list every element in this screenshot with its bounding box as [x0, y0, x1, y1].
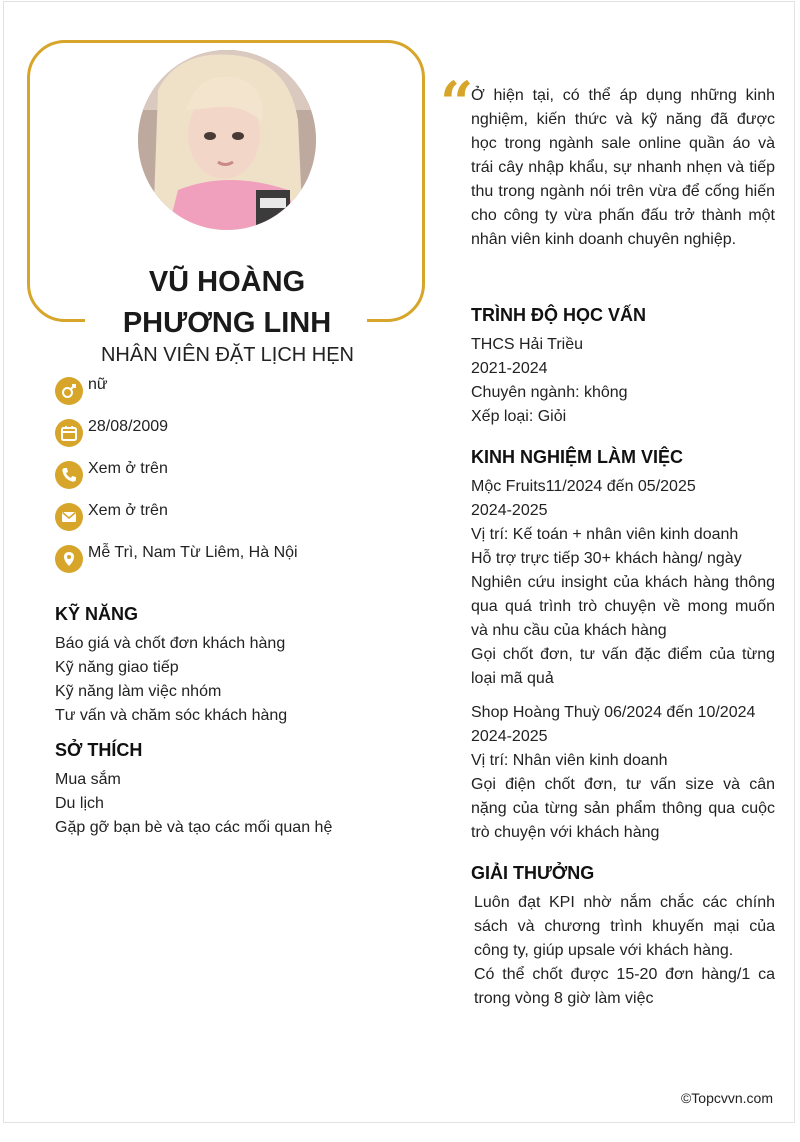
location-icon	[55, 545, 83, 573]
job-1-desc-2: Gọi chốt đơn, tư vấn đặc điểm của từng loại mã quả	[471, 646, 775, 687]
job-years: 2024-2025	[471, 728, 548, 745]
education-details	[471, 333, 628, 429]
email-value[interactable]: Xem ở trên	[88, 502, 168, 519]
quote-icon: “	[440, 69, 474, 137]
job-header: Mộc Fruits11/2024 đến 05/2025	[471, 478, 696, 495]
job-2	[471, 701, 775, 773]
candidate-name	[87, 262, 367, 344]
contact-birthday	[55, 418, 168, 448]
career-objective: Ở hiện tại, có thể áp dụng những kinh nghiệm, kiến thức và kỹ năng đã được học trong ngành sale online quần áo và trái cây nhập khẩu, sự nhanh nhẹn và tiếp thu trong ngành nói trên vừa để cống hiến cho công ty vừa phấn đấu trở thành một nhân viên kinh doanh chuyên nghiệp.	[471, 87, 775, 248]
list-item: Báo giá và chốt đơn khách hàng	[55, 635, 286, 652]
hobbies-list	[55, 768, 332, 840]
job-1-desc-1: Nghiên cứu insight của khách hàng thông qua quá trình trò chuyện về mong muốn và nhu cầu của khách hàng	[471, 574, 775, 639]
education-major: Chuyên ngành: không	[471, 384, 628, 401]
job-years: 2024-2025	[471, 502, 548, 519]
job-role: Vị trí: Nhân viên kinh doanh	[471, 752, 668, 769]
job-support: Hỗ trợ trực tiếp 30+ khách hàng/ ngày	[471, 550, 742, 567]
gender-icon	[55, 377, 83, 405]
contact-gender	[55, 376, 108, 406]
name-line-1: VŨ HOÀNG	[148, 266, 306, 298]
list-item: Gặp gỡ bạn bè và tạo các mối quan hệ	[55, 819, 333, 836]
list-item: Kỹ năng giao tiếp	[55, 659, 179, 676]
phone-icon	[55, 461, 83, 489]
job-header: Shop Hoàng Thuỳ 06/2024 đến 10/2024	[471, 704, 756, 721]
hobbies-title: SỞ THÍCH	[55, 740, 143, 760]
contact-phone	[55, 460, 168, 490]
award-item-1: Luôn đạt KPI nhờ nắm chắc các chính sách và chương trình khuyến mại của công ty, giúp upsale với khách hàng.	[474, 894, 775, 959]
education-school: THCS Hải Triều	[471, 336, 584, 353]
education-grade: Xếp loại: Giỏi	[471, 408, 567, 425]
education-years: 2021-2024	[471, 360, 548, 377]
award-item-2: Có thể chốt được 15-20 đơn hàng/1 ca trong vòng 8 giờ làm việc	[474, 966, 775, 1007]
contact-email	[55, 502, 168, 532]
address-value: Mễ Trì, Nam Từ Liêm, Hà Nội	[88, 544, 298, 561]
job-1	[471, 475, 775, 571]
footer-copyright[interactable]: ©Topcvvn.com	[680, 1090, 773, 1106]
contact-address	[55, 544, 298, 574]
email-icon	[55, 503, 83, 531]
job-role: Vị trí: Kế toán + nhân viên kinh doanh	[471, 526, 739, 543]
avatar-photo	[138, 50, 316, 230]
gender-value: nữ	[88, 376, 108, 393]
skills-list	[55, 632, 287, 728]
list-item: Mua sắm	[55, 771, 121, 788]
list-item: Tư vấn và chăm sóc khách hàng	[55, 707, 288, 724]
list-item: Du lịch	[55, 795, 104, 812]
list-item: Kỹ năng làm việc nhóm	[55, 683, 222, 700]
experience-title: KINH NGHIỆM LÀM VIỆC	[471, 447, 684, 467]
avatar	[138, 50, 316, 230]
job-position: NHÂN VIÊN ĐẶT LỊCH HẸN	[100, 344, 354, 366]
skills-title: KỸ NĂNG	[55, 604, 139, 624]
phone-value[interactable]: Xem ở trên	[88, 460, 168, 477]
awards-title: GIẢI THƯỞNG	[471, 863, 595, 883]
calendar-icon	[55, 419, 83, 447]
job-2-desc-1: Gọi điện chốt đơn, tư vấn size và cân nặng của từng sản phẩm thông qua cuộc trò chuyện với khách hàng	[471, 776, 775, 841]
education-title: TRÌNH ĐỘ HỌC VẤN	[471, 305, 646, 325]
birthday-value: 28/08/2009	[88, 418, 169, 435]
name-line-2: PHƯƠNG LINH	[122, 307, 332, 339]
